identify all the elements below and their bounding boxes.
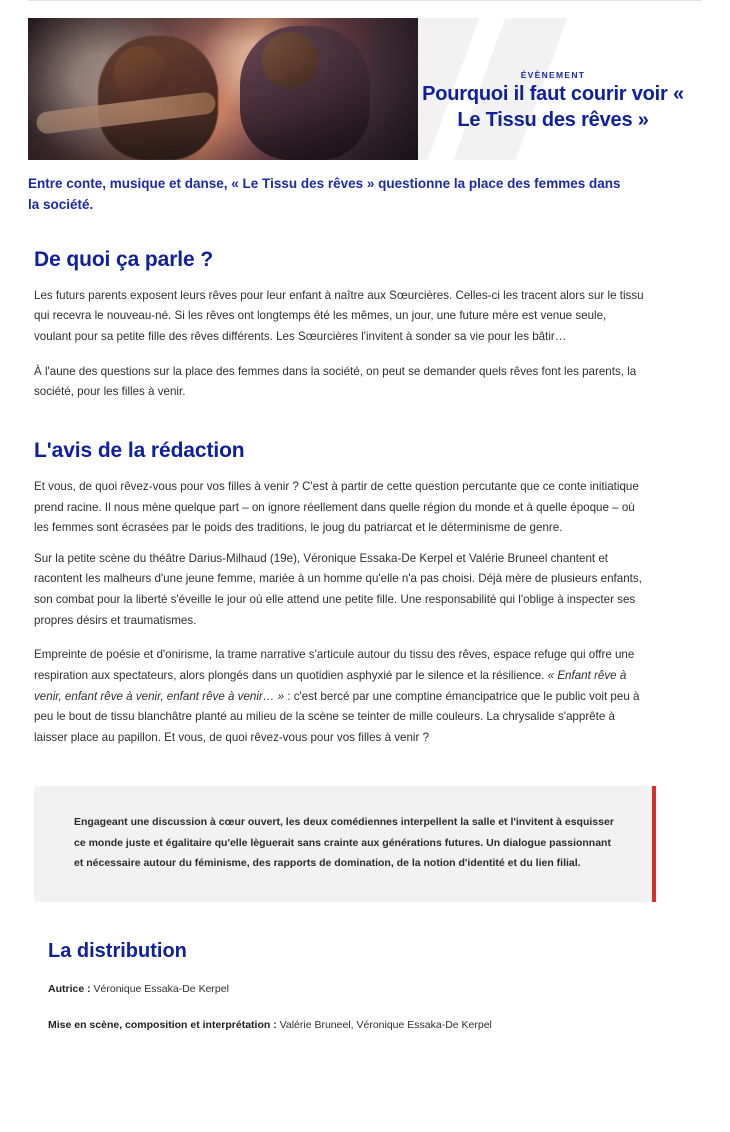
page-title: Pourquoi il faut courir voir « Le Tissu des rêves » [422,83,684,131]
hero-image-vignette [28,18,418,160]
credit-names: Valérie Bruneel, Véronique Essaka-De Kerpel [276,1018,492,1031]
hero-title-panel [418,18,702,160]
hero-image [28,18,418,160]
paragraph-text-after: : c'est bercé par une comptine émancipatrice que le public voit peu à peu le bout de tissu blanchâtre planté au milieu de la scène se teinter de mille couleurs. La chrysalide s'apprête à laisser place au papillon. Et vous, de quoi rêvez-vous pour vos filles à venir ? [34,689,640,744]
credit-role: Mise en scène, composition et interprétation : [48,1018,277,1031]
paragraph: À l'aune des questions sur la place des femmes dans la société, on peut se demander quels rêves font les parents, la société, pour les filles à venir. [34,364,637,399]
credit-role: Autrice : [48,982,91,995]
paragraph: Les futurs parents exposent leurs rêves pour leur enfant à naître aux Sœurcières. Celles-ci les tracent alors sur le tissu qui recevra le nouveau-né. Si les rêves ont longtemps été les mêmes, un jour, une future mère est venue seule, voulant pour sa petite fille des rêves différents. Les Sœurcières l'invitent à sonder sa vie pour les bâtir… [34,288,644,344]
section-heading-de-quoi-ca-parle: De quoi ça parle ? [34,247,214,271]
hero-kicker: ÉVÈNEMENT [520,70,586,80]
article-body [0,174,730,1035]
paragraph: Sur la petite scène du théâtre Darius-Milhaud (19e), Véronique Essaka-De Kerpel et Valérie Bruneel chantent et racontent les malheurs d'une jeune femme, mariée à un homme qu'elle n'a pas choisi. Déjà mère de plusieurs enfants, son combat pour la liberté s'éveille le jour où elle attend une petite fille. Une responsabilité qui l'oblige à inspecter ses propres désirs et traumatismes. [34,551,642,627]
paragraph: Et vous, de quoi rêvez-vous pour vos filles à venir ? C'est à partir de cette question percutante que ce conte initiatique prend racine. Il nous mène quelque part – on ignore réellement dans quelle région du monde et à quelle époque – où les femmes sont écrasées par le poids des traditions, le joug du patriarcat et le déterminisme de genre. [34,479,639,535]
paragraph-text-before: Empreinte de poésie et d'onirisme, la trame narrative s'articule autour du tissu des rêves, espace refuge qui offre une respiration aux spectateurs, alors plongés dans un quotidien asphyxié par le silence et la résilience. [34,648,635,682]
inline-song-quote: « Enfant rêve à venir, enfant rêve à venir, enfant rêve à venir… » [34,668,627,703]
top-divider [28,0,702,1]
credit-line [48,1017,702,1035]
standfirst: Entre conte, musique et danse, « Le Tissu des rêves » questionne la place des femmes dans la société. [28,176,621,212]
section-heading-la-distribution: La distribution [48,939,187,962]
credit-names: Véronique Essaka-De Kerpel [90,982,229,995]
paragraph-with-quote [34,645,644,748]
section-heading-avis-de-la-redaction: L'avis de la rédaction [34,438,245,462]
credit-line [48,981,702,999]
pull-quote-text: Engageant une discussion à cœur ouvert, les deux comédiennes interpellent la salle et l'invitent à esquisser ce monde juste et égalitaire qu'elle lèguerait sans crainte aux générations futures. Un dialogue passionnant et nécessaire autour du féminisme, des rapports de domination, de la notion d'identité et du lien filial. [74,816,614,870]
pull-quote-accent-bar [652,786,656,901]
hero-banner [28,18,702,160]
pull-quote [34,786,656,901]
